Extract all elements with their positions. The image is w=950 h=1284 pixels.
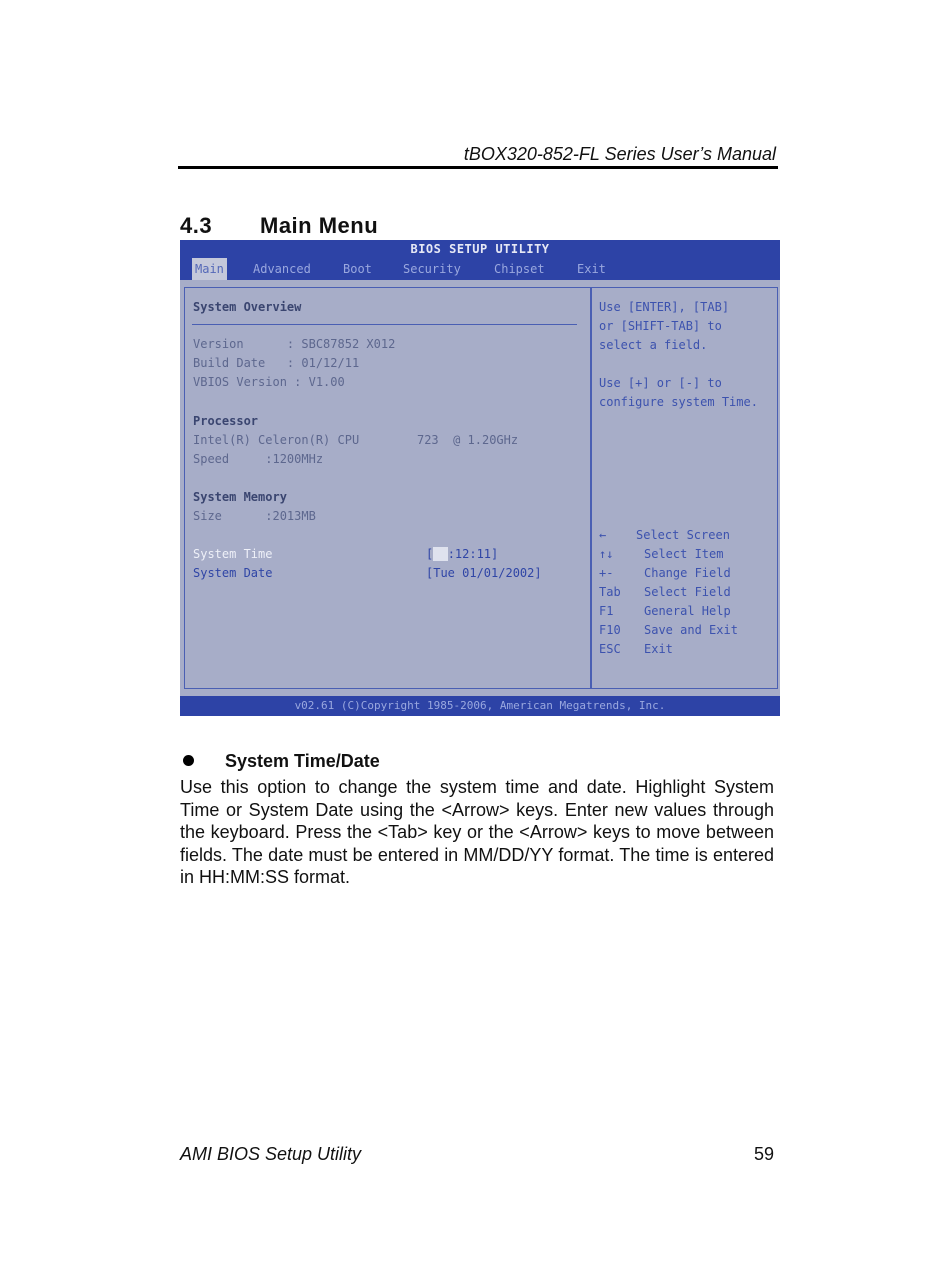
key-legend-key: +- — [599, 566, 614, 580]
bios-tab-boot[interactable]: Boot — [343, 262, 372, 276]
key-legend-key: ↑↓ — [599, 547, 614, 561]
system-overview-title: System Overview — [193, 300, 302, 314]
bios-tab-advanced[interactable]: Advanced — [253, 262, 311, 276]
key-legend-action: Save and Exit — [644, 623, 738, 637]
key-legend-key: F10 — [599, 623, 621, 637]
header-rule — [178, 166, 778, 169]
system-time-hour[interactable]: 06 — [433, 547, 448, 561]
key-legend-key: ← — [599, 528, 607, 542]
body-paragraph: Use this option to change the system time and date. Highlight System Time or System Date using the <Arrow> keys. Enter new values through the keyboard. Press the <Tab> key or the <Arrow> keys to move between fields. The date must be entered in MM/DD/YY format. The time is entered in HH:MM:SS format. — [180, 777, 774, 887]
bullet-title: System Time/Date — [225, 751, 380, 771]
memory-size-line: Size :2013MB — [193, 509, 316, 523]
speed-line: Speed :1200MHz — [193, 452, 324, 466]
bios-tab-security[interactable]: Security — [403, 262, 461, 276]
bios-tab-chipset[interactable]: Chipset — [494, 262, 545, 276]
manual-title: tBOX320-852-FL Series User’s Manual — [463, 144, 776, 164]
key-legend-key: Tab — [599, 585, 621, 599]
section-number: 4.3 — [180, 213, 213, 238]
system-memory-title: System Memory — [193, 490, 287, 504]
vbios-version-line: VBIOS Version : V1.00 — [193, 375, 345, 389]
bios-screenshot — [180, 240, 780, 716]
key-legend-action: Select Screen — [636, 528, 730, 542]
system-time-rest: :12:11] — [447, 547, 499, 561]
key-legend-action: Select Item — [644, 547, 724, 561]
system-date-label[interactable]: System Date — [193, 566, 273, 580]
system-time-label[interactable]: System Time — [193, 547, 273, 561]
help-line: or [SHIFT-TAB] to — [599, 319, 722, 333]
key-legend-action: General Help — [644, 604, 731, 618]
key-legend-key: F1 — [599, 604, 614, 618]
help-line: Use [ENTER], [TAB] — [599, 300, 730, 314]
bios-menubar — [180, 258, 780, 280]
bios-title: BIOS SETUP UTILITY — [180, 240, 780, 258]
key-legend-action: Select Field — [644, 585, 731, 599]
system-time-field[interactable]: [06:12:11] — [426, 547, 499, 561]
bios-tab-exit[interactable]: Exit — [577, 262, 606, 276]
page-number: 59 — [753, 1144, 774, 1164]
key-legend-key: ESC — [599, 642, 621, 656]
help-line: select a field. — [599, 338, 708, 352]
build-date-line: Build Date : 01/12/11 — [193, 356, 360, 370]
system-date-field[interactable]: [Tue 01/01/2002] — [426, 566, 542, 580]
processor-title: Processor — [193, 414, 259, 428]
key-legend-action: Change Field — [644, 566, 731, 580]
section-title: Main Menu — [260, 213, 379, 238]
help-line: configure system Time. — [599, 395, 758, 409]
bullet-icon — [183, 755, 194, 766]
overview-underline — [192, 324, 577, 325]
bios-copyright-footer: v02.61 (C)Copyright 1985-2006, American Megatrends, Inc. — [180, 696, 780, 716]
version-line: Version : SBC87852 X012 — [193, 337, 396, 351]
bios-tab-main[interactable]: Main — [192, 258, 227, 280]
help-line: Use [+] or [-] to — [599, 376, 722, 390]
footer-chapter-title: AMI BIOS Setup Utility — [180, 1144, 362, 1164]
bios-divider — [590, 287, 592, 689]
cpu-line: Intel(R) Celeron(R) CPU 723 @ 1.20GHz — [193, 433, 519, 447]
section-heading — [180, 212, 378, 240]
key-legend-action: Exit — [644, 642, 673, 656]
